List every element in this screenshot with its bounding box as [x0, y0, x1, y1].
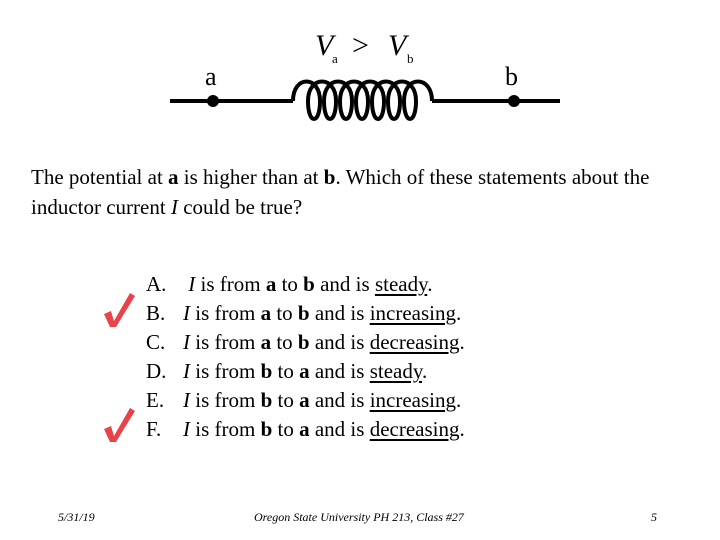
option-letter: E. — [146, 388, 165, 412]
terminal-a-dot — [207, 95, 219, 107]
question-prompt — [31, 162, 691, 222]
option-c[interactable] — [146, 328, 465, 357]
option-text: I is from a to b and is increasing. — [183, 301, 462, 325]
option-letter: C. — [146, 330, 166, 354]
terminal-label-a: a — [205, 62, 217, 91]
voltage-symbol-a: V — [315, 29, 334, 62]
prompt-text-1: The potential at — [31, 165, 169, 189]
terminal-b-dot — [508, 95, 520, 107]
inductor-coil — [293, 82, 432, 120]
prompt-point-b: b — [323, 165, 336, 189]
inductor-svg — [160, 25, 570, 135]
prompt-text-3: . Which of these statements about the inductor current — [31, 165, 650, 219]
option-text: I is from a to b and is decreasing. — [183, 330, 465, 354]
option-f[interactable] — [146, 415, 465, 444]
option-e[interactable] — [146, 386, 465, 415]
option-letter: F. — [146, 417, 162, 441]
voltage-symbol-b: V — [388, 29, 407, 62]
terminal-label-b: b — [505, 62, 518, 91]
prompt-point-a: a — [168, 165, 179, 189]
option-b[interactable] — [146, 299, 465, 328]
inductor-diagram — [160, 25, 570, 135]
subscript-a: a — [332, 51, 338, 66]
option-a[interactable] — [146, 270, 465, 299]
footer-course: Oregon State University PH 213, Class #27 — [254, 510, 464, 524]
option-letter: D. — [146, 359, 167, 383]
greater-than-sign: > — [352, 29, 369, 62]
option-letter: B. — [146, 301, 166, 325]
option-text: I is from b to a and is increasing. — [183, 388, 462, 412]
subscript-b: b — [407, 51, 414, 66]
prompt-text-4: could be true? — [177, 195, 303, 219]
checkmark-icon — [100, 405, 138, 445]
option-letter: A. — [146, 272, 167, 296]
checkmark-icon — [100, 290, 138, 330]
answer-options — [146, 270, 465, 444]
option-d[interactable] — [146, 357, 465, 386]
option-text: I is from a to b and is steady. — [188, 272, 433, 296]
footer-page-number: 5 — [651, 510, 657, 524]
prompt-current-symbol: I — [170, 195, 178, 219]
prompt-text-2: is higher than at — [178, 165, 324, 189]
option-text: I is from b to a and is decreasing. — [183, 417, 465, 441]
footer-date: 5/31/19 — [58, 510, 95, 524]
option-text: I is from b to a and is steady. — [183, 359, 428, 383]
